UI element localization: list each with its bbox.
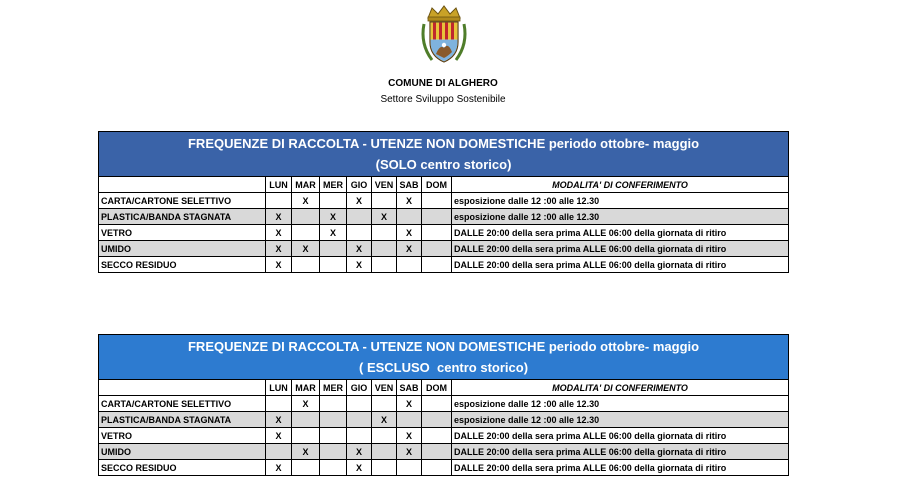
day-mark: X <box>397 225 422 241</box>
table-title <box>99 335 789 380</box>
day-mark <box>422 460 452 476</box>
day-mark <box>347 209 372 225</box>
day-mark: X <box>347 444 372 460</box>
day-mark: X <box>347 257 372 273</box>
day-mark <box>347 225 372 241</box>
day-mark <box>372 428 397 444</box>
day-mark <box>422 428 452 444</box>
waste-type: CARTA/CARTONE SELETTIVO <box>99 396 266 412</box>
table-row <box>99 225 789 241</box>
day-header-lun: LUN <box>266 380 292 396</box>
header-row <box>99 177 789 193</box>
day-mark <box>347 412 372 428</box>
waste-type: SECCO RESIDUO <box>99 257 266 273</box>
day-mark: X <box>397 241 422 257</box>
day-mark: X <box>397 444 422 460</box>
day-mark <box>266 193 292 209</box>
day-mark: X <box>292 241 320 257</box>
day-mark: X <box>347 460 372 476</box>
day-mark: X <box>266 209 292 225</box>
delivery-mode: DALLE 20:00 della sera prima ALLE 06:00 della giornata di ritiro <box>452 225 789 241</box>
day-mark: X <box>397 396 422 412</box>
day-mark: X <box>347 241 372 257</box>
day-header-mar: MAR <box>292 177 320 193</box>
day-mark <box>320 241 347 257</box>
table-row <box>99 460 789 476</box>
day-mark <box>422 209 452 225</box>
day-mark <box>347 396 372 412</box>
day-mark: X <box>266 257 292 273</box>
day-mark <box>422 412 452 428</box>
waste-type: VETRO <box>99 225 266 241</box>
table-row <box>99 428 789 444</box>
day-mark <box>292 460 320 476</box>
waste-type: SECCO RESIDUO <box>99 460 266 476</box>
day-mark <box>292 428 320 444</box>
day-header-gio: GIO <box>347 177 372 193</box>
day-header-mer: MER <box>320 177 347 193</box>
day-mark: X <box>347 193 372 209</box>
day-header-sab: SAB <box>397 380 422 396</box>
day-mark <box>422 241 452 257</box>
day-mark <box>397 257 422 273</box>
table-row <box>99 412 789 428</box>
delivery-mode: DALLE 20:00 della sera prima ALLE 06:00 della giornata di ritiro <box>452 428 789 444</box>
day-mark <box>372 460 397 476</box>
delivery-mode: DALLE 20:00 della sera prima ALLE 06:00 della giornata di ritiro <box>452 257 789 273</box>
day-mark: X <box>397 193 422 209</box>
delivery-mode: esposizione dalle 12 :00 alle 12.30 <box>452 193 789 209</box>
blank-header-cell <box>99 177 266 193</box>
day-mark <box>422 396 452 412</box>
table-title <box>99 132 789 177</box>
day-mark <box>266 444 292 460</box>
day-mark <box>372 241 397 257</box>
day-mark <box>292 257 320 273</box>
day-mark <box>320 444 347 460</box>
day-mark <box>422 257 452 273</box>
waste-type: CARTA/CARTONE SELETTIVO <box>99 193 266 209</box>
coat-of-arms-icon <box>418 4 470 66</box>
delivery-mode: esposizione dalle 12 :00 alle 12.30 <box>452 209 789 225</box>
day-mark: X <box>320 209 347 225</box>
header-row <box>99 380 789 396</box>
day-header-gio: GIO <box>347 380 372 396</box>
day-mark: X <box>292 193 320 209</box>
table-title-line-2: ( ESCLUSO centro storico) <box>359 360 529 375</box>
day-mark <box>292 225 320 241</box>
day-mark <box>372 225 397 241</box>
day-mark <box>292 412 320 428</box>
day-mark <box>397 412 422 428</box>
table-row <box>99 193 789 209</box>
table-row <box>99 209 789 225</box>
day-mark: X <box>266 241 292 257</box>
day-mark <box>372 444 397 460</box>
waste-type: UMIDO <box>99 241 266 257</box>
day-mark: X <box>266 428 292 444</box>
day-mark <box>372 396 397 412</box>
waste-type: PLASTICA/BANDA STAGNATA <box>99 412 266 428</box>
day-mark: X <box>372 412 397 428</box>
schedule-table-outside-historic-center <box>98 334 789 476</box>
day-mark <box>397 460 422 476</box>
day-mark <box>320 428 347 444</box>
day-mark: X <box>266 412 292 428</box>
day-mark <box>422 444 452 460</box>
mode-header: MODALITA' DI CONFERIMENTO <box>452 177 789 193</box>
day-mark <box>422 225 452 241</box>
day-header-ven: VEN <box>372 380 397 396</box>
day-mark: X <box>292 396 320 412</box>
day-mark <box>320 193 347 209</box>
day-header-mer: MER <box>320 380 347 396</box>
day-header-dom: DOM <box>422 380 452 396</box>
day-mark: X <box>320 225 347 241</box>
day-mark <box>266 396 292 412</box>
table-title-line-2: (SOLO centro storico) <box>375 157 512 172</box>
schedule-table-historic-center <box>98 131 789 273</box>
day-mark: X <box>266 460 292 476</box>
day-mark <box>320 460 347 476</box>
day-mark <box>347 428 372 444</box>
day-mark <box>292 209 320 225</box>
day-header-lun: LUN <box>266 177 292 193</box>
day-mark: X <box>397 428 422 444</box>
day-mark <box>372 257 397 273</box>
delivery-mode: DALLE 20:00 della sera prima ALLE 06:00 della giornata di ritiro <box>452 444 789 460</box>
day-header-dom: DOM <box>422 177 452 193</box>
blank-header-cell <box>99 380 266 396</box>
department-name: Settore Sviluppo Sostenibile <box>380 94 506 105</box>
organization-name: COMUNE DI ALGHERO <box>388 78 498 89</box>
day-header-sab: SAB <box>397 177 422 193</box>
table-row <box>99 257 789 273</box>
day-mark: X <box>292 444 320 460</box>
table-title-line-1: FREQUENZE DI RACCOLTA - UTENZE NON DOMESTICHE periodo ottobre- maggio <box>187 339 700 354</box>
day-header-ven: VEN <box>372 177 397 193</box>
day-mark <box>320 412 347 428</box>
day-mark <box>320 257 347 273</box>
waste-type: VETRO <box>99 428 266 444</box>
delivery-mode: esposizione dalle 12 :00 alle 12.30 <box>452 396 789 412</box>
table-row <box>99 241 789 257</box>
mode-header: MODALITA' DI CONFERIMENTO <box>452 380 789 396</box>
delivery-mode: esposizione dalle 12 :00 alle 12.30 <box>452 412 789 428</box>
delivery-mode: DALLE 20:00 della sera prima ALLE 06:00 della giornata di ritiro <box>452 241 789 257</box>
day-header-mar: MAR <box>292 380 320 396</box>
day-mark: X <box>266 225 292 241</box>
day-mark <box>422 193 452 209</box>
waste-type: UMIDO <box>99 444 266 460</box>
day-mark <box>397 209 422 225</box>
delivery-mode: DALLE 20:00 della sera prima ALLE 06:00 della giornata di ritiro <box>452 460 789 476</box>
day-mark <box>372 193 397 209</box>
table-row <box>99 444 789 460</box>
waste-type: PLASTICA/BANDA STAGNATA <box>99 209 266 225</box>
table-row <box>99 396 789 412</box>
day-mark <box>320 396 347 412</box>
day-mark: X <box>372 209 397 225</box>
table-title-line-1: FREQUENZE DI RACCOLTA - UTENZE NON DOMESTICHE periodo ottobre- maggio <box>187 136 700 151</box>
